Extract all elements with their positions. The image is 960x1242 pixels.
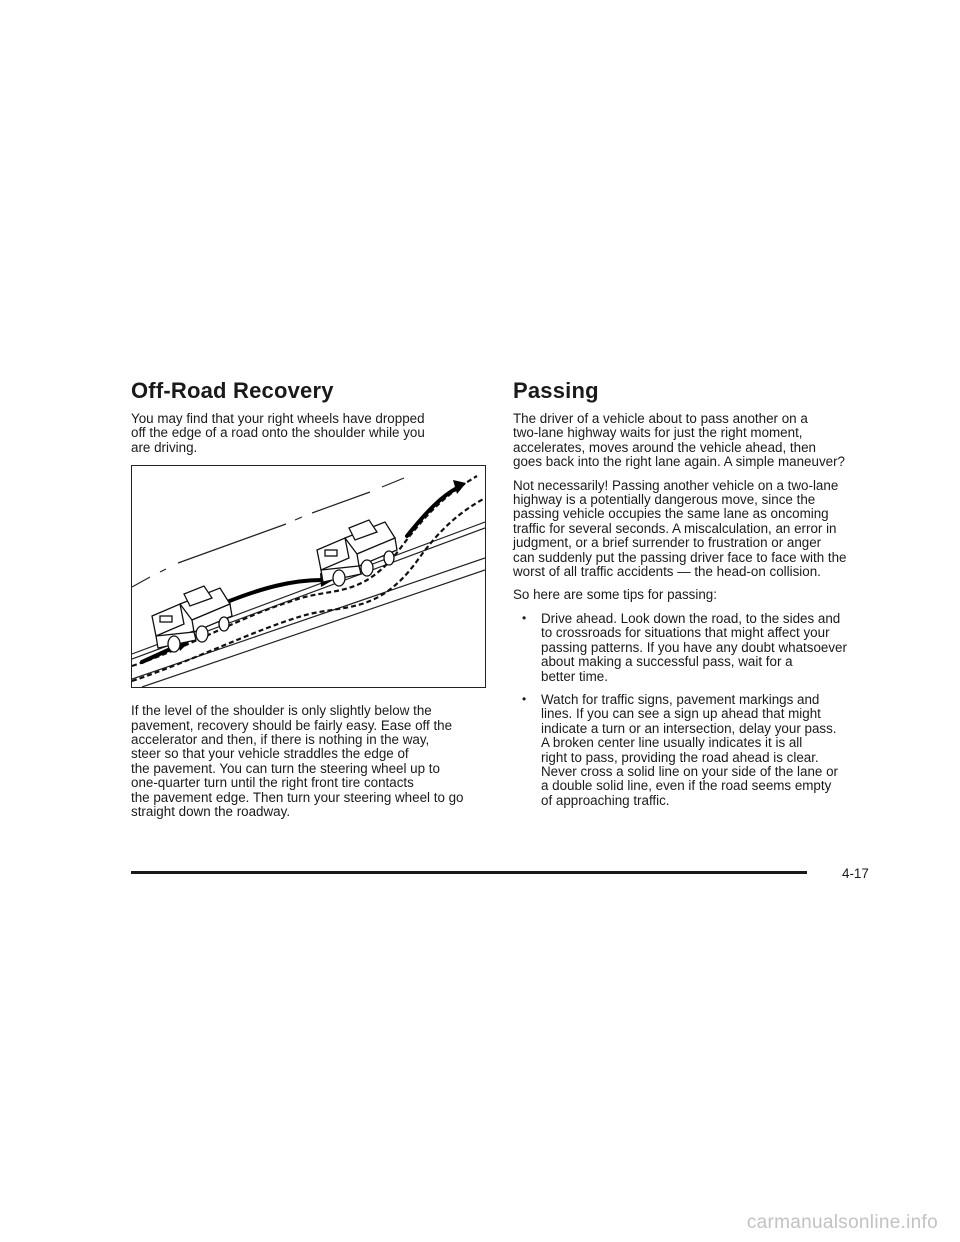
- off-road-recovery-intro: You may find that your right wheels have dropped off the edge of a road onto the shoulder while you are driving.: [131, 411, 425, 455]
- road-recovery-drawing: [132, 466, 485, 687]
- passing-paragraph-2: Not necessarily! Passing another vehicle on a two-lane highway is a potentially dangerous move, since the passing vehicle occupies the same lane as oncoming traffic for several seconds. A miscalculation, an error in judgment, or a brief surrender to frustration or anger can suddenly put the passing driver face to face with the worst of all traffic accidents — the head-on collision.: [513, 477, 847, 580]
- page-number: 4-17: [842, 866, 869, 881]
- passing-tips-list: [513, 612, 878, 808]
- passing-heading: Passing: [513, 378, 599, 403]
- list-item: [513, 693, 878, 808]
- footer-divider: [131, 871, 807, 874]
- passing-paragraph-1: The driver of a vehicle about to pass another on a two-lane highway waits for just the right moment, accelerates, moves around the vehicle ahead, then goes back into the right lane again. A simple maneuver?: [513, 411, 845, 470]
- off-road-recovery-illustration: [131, 465, 486, 688]
- bullet-icon: •: [522, 610, 527, 625]
- off-road-recovery-section: [131, 378, 493, 828]
- off-road-recovery-body: If the level of the shoulder is only slightly below the pavement, recovery should be fairly easy. Ease off the accelerator and then, if there is nothing in the way, steer so that your vehicle straddles the edge of the pavement. You can turn the steering wheel up to one-quarter turn until the right front tire contacts the pavement edge. Then turn your steering wheel to go straight down the roadway.: [131, 703, 464, 820]
- passing-tip-text: Drive ahead. Look down the road, to the sides and to crossroads for situations that might affect your passing patterns. If you have any doubt whatsoever about making a successful pass, wait for a better time.: [541, 610, 847, 684]
- off-road-recovery-heading: Off-Road Recovery: [131, 378, 334, 403]
- passing-paragraph-3: So here are some tips for passing:: [513, 587, 717, 603]
- passing-tip-text: Watch for traffic signs, pavement markings and lines. If you can see a sign up ahead that might indicate a turn or an intersection, delay your pass. A broken center line usually indicates it is all right to pass, providing the road ahead is clear. Never cross a solid line on your side of the lane or a double solid line, even if the road seems empty of approaching traffic.: [541, 691, 838, 808]
- list-item: [513, 612, 878, 684]
- passing-section: [513, 378, 878, 817]
- watermark-text: carmanualsonline.info: [746, 1212, 938, 1233]
- bullet-icon: •: [522, 691, 527, 706]
